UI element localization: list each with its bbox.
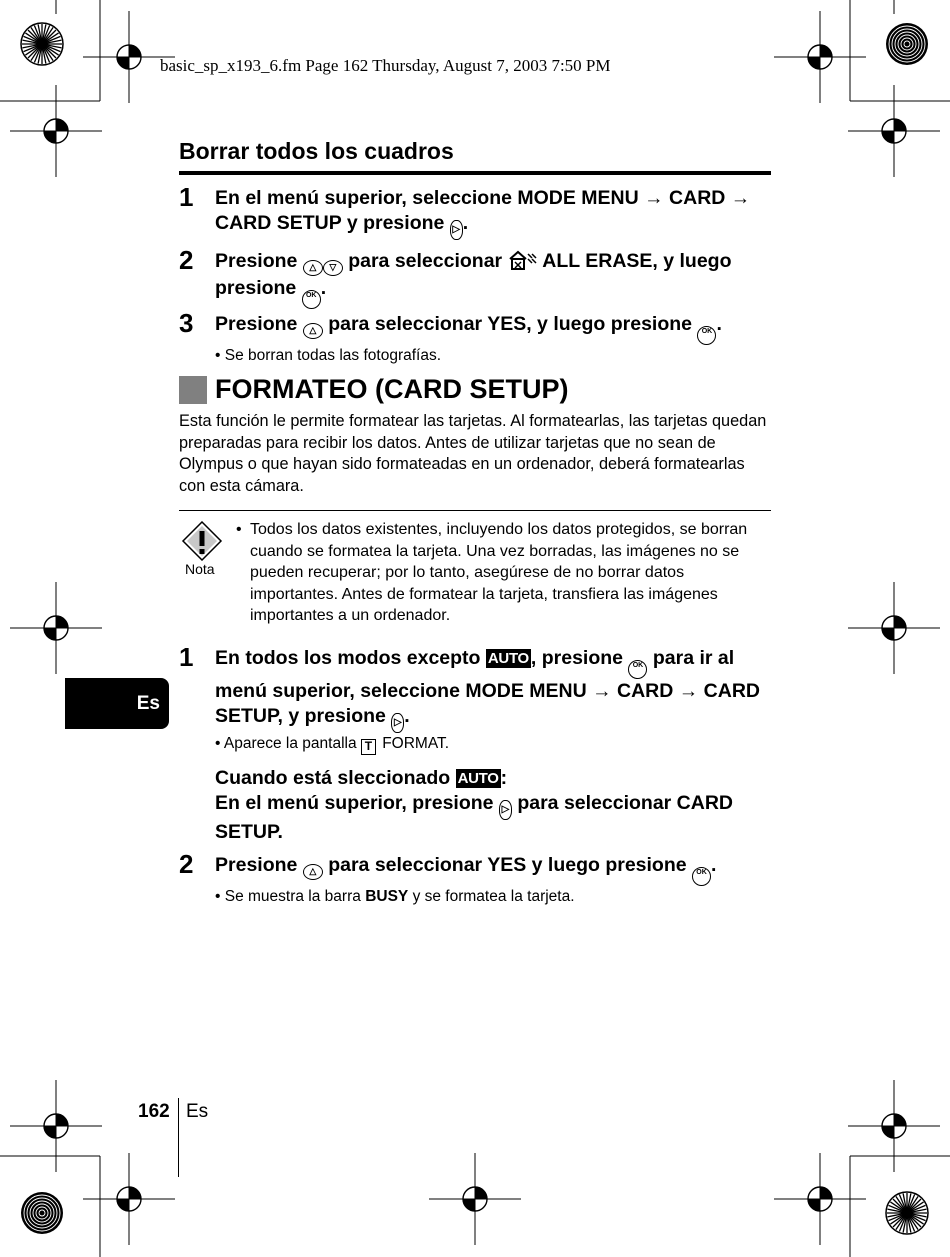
format-step-1 (179, 642, 779, 755)
step-subnote: • Aparece la pantalla T FORMAT. (215, 735, 450, 753)
auto-mode-icon: AUTO (457, 770, 499, 787)
ok-button-icon: OK (692, 867, 711, 886)
step-2 (179, 245, 779, 309)
step-text: Presione △ para seleccionar YES, y luego presione OK . (215, 312, 779, 345)
step-text: En el menú superior, seleccione MODE MENU → CARD → CARD SETUP y presione ▷ . (215, 186, 779, 240)
heading-formateo: FORMATEO (CARD SETUP) (179, 374, 568, 405)
warning-note-icon (181, 521, 223, 561)
step-1 (179, 182, 779, 240)
format-t-icon: T (361, 739, 376, 755)
ok-button-icon: OK (697, 326, 716, 345)
heading-square-icon (179, 376, 207, 404)
page-number: 162 (138, 1101, 170, 1122)
section-rule (179, 171, 771, 175)
ok-button-icon: OK (302, 290, 321, 309)
note-divider (179, 510, 771, 511)
section-title: Borrar todos los cuadros (179, 138, 454, 164)
step-number: 2 (179, 849, 194, 879)
right-arrow-key-icon: ▷ (499, 800, 512, 820)
up-arrow-key-icon: △ (303, 864, 323, 880)
language-side-tab: Es (65, 678, 169, 729)
step-text: Presione △ para seleccionar YES y luego presione OK . (215, 853, 779, 886)
intro-paragraph: Esta función le permite formatear las tarjetas. Al formatearlas, las tarjetas quedan preparadas para recibir los datos. Antes de utilizar tarjetas que no sean de Olympus o que hayan sido formateadas en un ordenador, deberá formatearlas con esta cámara. (179, 412, 767, 495)
ok-button-icon: OK (628, 660, 647, 679)
step-number: 3 (179, 308, 194, 338)
step-subnote: • Se borran todas las fotografías. (215, 347, 442, 364)
step-3 (179, 308, 779, 366)
up-arrow-key-icon: △ (303, 323, 323, 339)
step-number: 1 (179, 182, 194, 212)
down-arrow-key-icon: ▽ (323, 260, 343, 276)
auto-mode-icon: AUTO (487, 650, 529, 667)
step-text: Presione △ ▽ para seleccionar ALL ERASE, y luego presione OK . (215, 249, 779, 309)
step-number: 1 (179, 642, 194, 672)
step-number: 2 (179, 245, 194, 275)
right-arrow-key-icon: ▷ (391, 713, 404, 733)
step-subnote: • Se muestra la barra BUSY y se formatea la tarjeta. (215, 888, 575, 905)
format-step-2 (179, 849, 779, 907)
right-arrow-key-icon: ▷ (450, 220, 463, 240)
file-header: basic_sp_x193_6.fm Page 162 Thursday, August 7, 2003 7:50 PM (160, 56, 611, 75)
footer-divider (178, 1098, 179, 1177)
up-arrow-key-icon: △ (303, 260, 323, 276)
auto-selected-instruction: Cuando está sleccionado AUTO : En el menú superior, presione ▷ para seleccionar CARD SETUP. (215, 767, 734, 843)
footer-language: Es (186, 1101, 209, 1122)
step-text: En todos los modos excepto AUTO , presione OK para ir al menú superior, seleccione MODE MENU → CARD → CARD SETUP, y presione ▷ . (215, 646, 779, 733)
note-label: Nota (185, 561, 215, 577)
all-erase-icon (508, 250, 538, 270)
note-text: • Todos los datos existentes, incluyendo los datos protegidos, se borran cuando se formatea la tarjeta. Una vez borradas, las imágenes no se pueden recuperar; por lo tanto, asegúrese de no borrar datos importantes. Antes de formatear la tarjeta, transfiera las imágenes importantes a un ordenador. (236, 521, 748, 624)
